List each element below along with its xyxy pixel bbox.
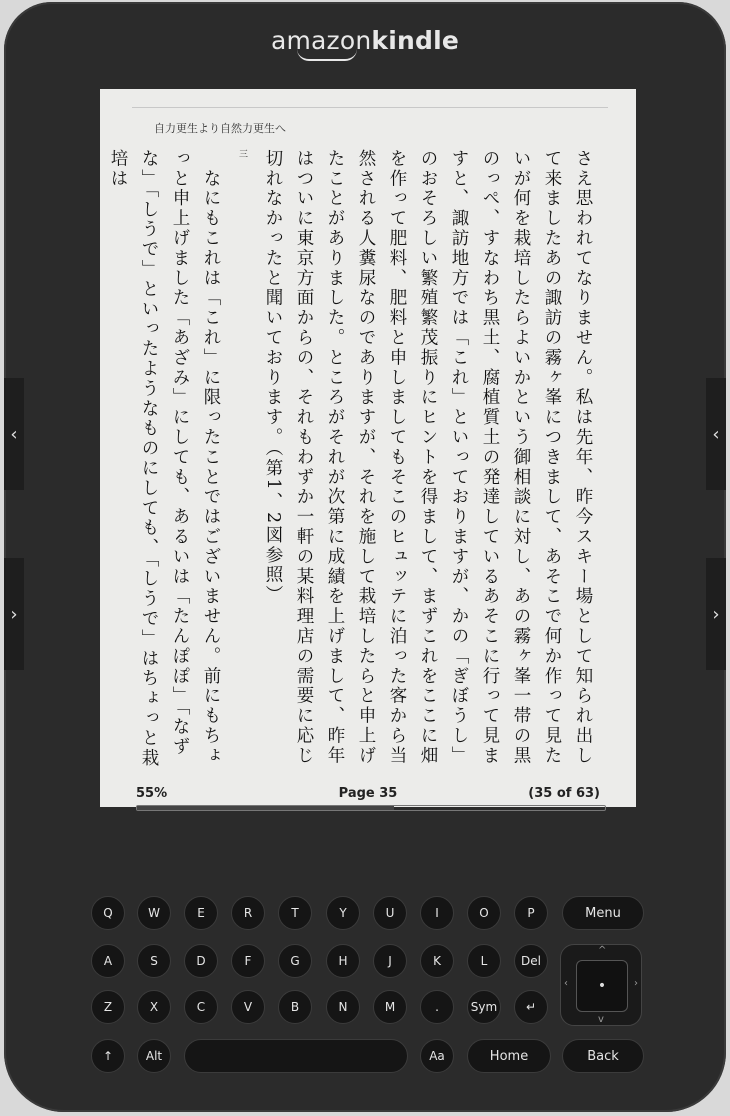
key-j[interactable]: J bbox=[373, 944, 407, 978]
key-q[interactable]: Q bbox=[91, 896, 125, 930]
key-d[interactable]: D bbox=[184, 944, 218, 978]
key-period[interactable]: . bbox=[420, 990, 454, 1024]
back-button[interactable]: Back bbox=[562, 1039, 644, 1073]
header-divider bbox=[132, 107, 608, 108]
amazon-kindle-logo: amazonkindle bbox=[4, 26, 726, 61]
key-t[interactable]: T bbox=[278, 896, 312, 930]
key-e[interactable]: E bbox=[184, 896, 218, 930]
key-n[interactable]: N bbox=[326, 990, 360, 1024]
progress-fill bbox=[137, 806, 394, 810]
home-button[interactable]: Home bbox=[467, 1039, 551, 1073]
enter-key[interactable]: ↵ bbox=[514, 990, 548, 1024]
key-s[interactable]: S bbox=[137, 944, 171, 978]
key-v[interactable]: V bbox=[231, 990, 265, 1024]
note-mark: 三 bbox=[237, 149, 247, 161]
e-ink-screen bbox=[100, 89, 636, 807]
key-c[interactable]: C bbox=[184, 990, 218, 1024]
page-number: Page 35 bbox=[338, 786, 398, 801]
key-k[interactable]: K bbox=[420, 944, 454, 978]
symbol-key[interactable]: Sym bbox=[467, 990, 501, 1024]
key-g[interactable]: G bbox=[278, 944, 312, 978]
key-f[interactable]: F bbox=[231, 944, 265, 978]
alt-key[interactable]: Alt bbox=[137, 1039, 171, 1073]
left-next-page-button[interactable]: › bbox=[4, 558, 24, 670]
key-m[interactable]: M bbox=[373, 990, 407, 1024]
five-way-controller[interactable]: ^ ‹ › v • bbox=[560, 944, 642, 1026]
location-count: (35 of 63) bbox=[528, 786, 600, 801]
left-prev-page-button[interactable]: ‹ bbox=[4, 378, 24, 490]
key-a[interactable]: A bbox=[91, 944, 125, 978]
key-p[interactable]: P bbox=[514, 896, 548, 930]
page-text bbox=[108, 149, 598, 779]
right-next-page-button[interactable]: › bbox=[706, 558, 726, 670]
key-b[interactable]: B bbox=[278, 990, 312, 1024]
dpad-select-button[interactable]: • bbox=[576, 960, 628, 1012]
reading-progress-bar bbox=[136, 805, 606, 811]
font-size-key[interactable]: Aa bbox=[420, 1039, 454, 1073]
key-h[interactable]: H bbox=[326, 944, 360, 978]
key-w[interactable]: W bbox=[137, 896, 171, 930]
key-z[interactable]: Z bbox=[91, 990, 125, 1024]
key-i[interactable]: I bbox=[420, 896, 454, 930]
key-o[interactable]: O bbox=[467, 896, 501, 930]
paragraph: さえ思われてなりません。私は先年、昨今スキー場として知られ出して来ましたあの諏訪の霧ヶ峯につきまして、あそこで何か作って見たいが何を栽培したらよいかという御相談に対し、あの霧ヶ峯一帯の黒のっぺ、すなわち黒土、腐植質土の発達しているあそこに行って見ますと、諏訪地方では「これ」といっておりますが、かの「ぎぼうし」のおそろしい繁殖繁茂振りにヒントを得まして、まずこれをここに畑を作って肥料、肥料と申しましてもそこのヒュッテに泊った客から当然される人糞尿なのでありますが、それを施して栽培したらと申上げたことがありました。ところがそれが次第に成績を上げまして、昨年はついに東京方面からの、それもわずか一軒の某料理店の需要に応じ切れなかったと聞いております。（第1、2図参照） bbox=[263, 149, 593, 766]
key-r[interactable]: R bbox=[231, 896, 265, 930]
percent-read: 55% bbox=[136, 786, 168, 801]
delete-key[interactable]: Del bbox=[514, 944, 548, 978]
space-bar[interactable] bbox=[184, 1039, 408, 1073]
shift-key[interactable]: ↑ bbox=[91, 1039, 125, 1073]
key-u[interactable]: U bbox=[373, 896, 407, 930]
right-prev-page-button[interactable]: ‹ bbox=[706, 378, 726, 490]
key-l[interactable]: L bbox=[467, 944, 501, 978]
key-x[interactable]: X bbox=[137, 990, 171, 1024]
menu-button[interactable]: Menu bbox=[562, 896, 644, 930]
paragraph: なにもこれは「これ」に限ったことではございません。前にもちょっと申上げました「あざみ」にしても、あるいは「たんぽぽ」「なずな」「しうで」といったようなものにしても、「しうで」はちょっと栽培は bbox=[108, 149, 221, 769]
running-header: 自力更生より自然力更生へ bbox=[154, 122, 286, 135]
key-y[interactable]: Y bbox=[326, 896, 360, 930]
